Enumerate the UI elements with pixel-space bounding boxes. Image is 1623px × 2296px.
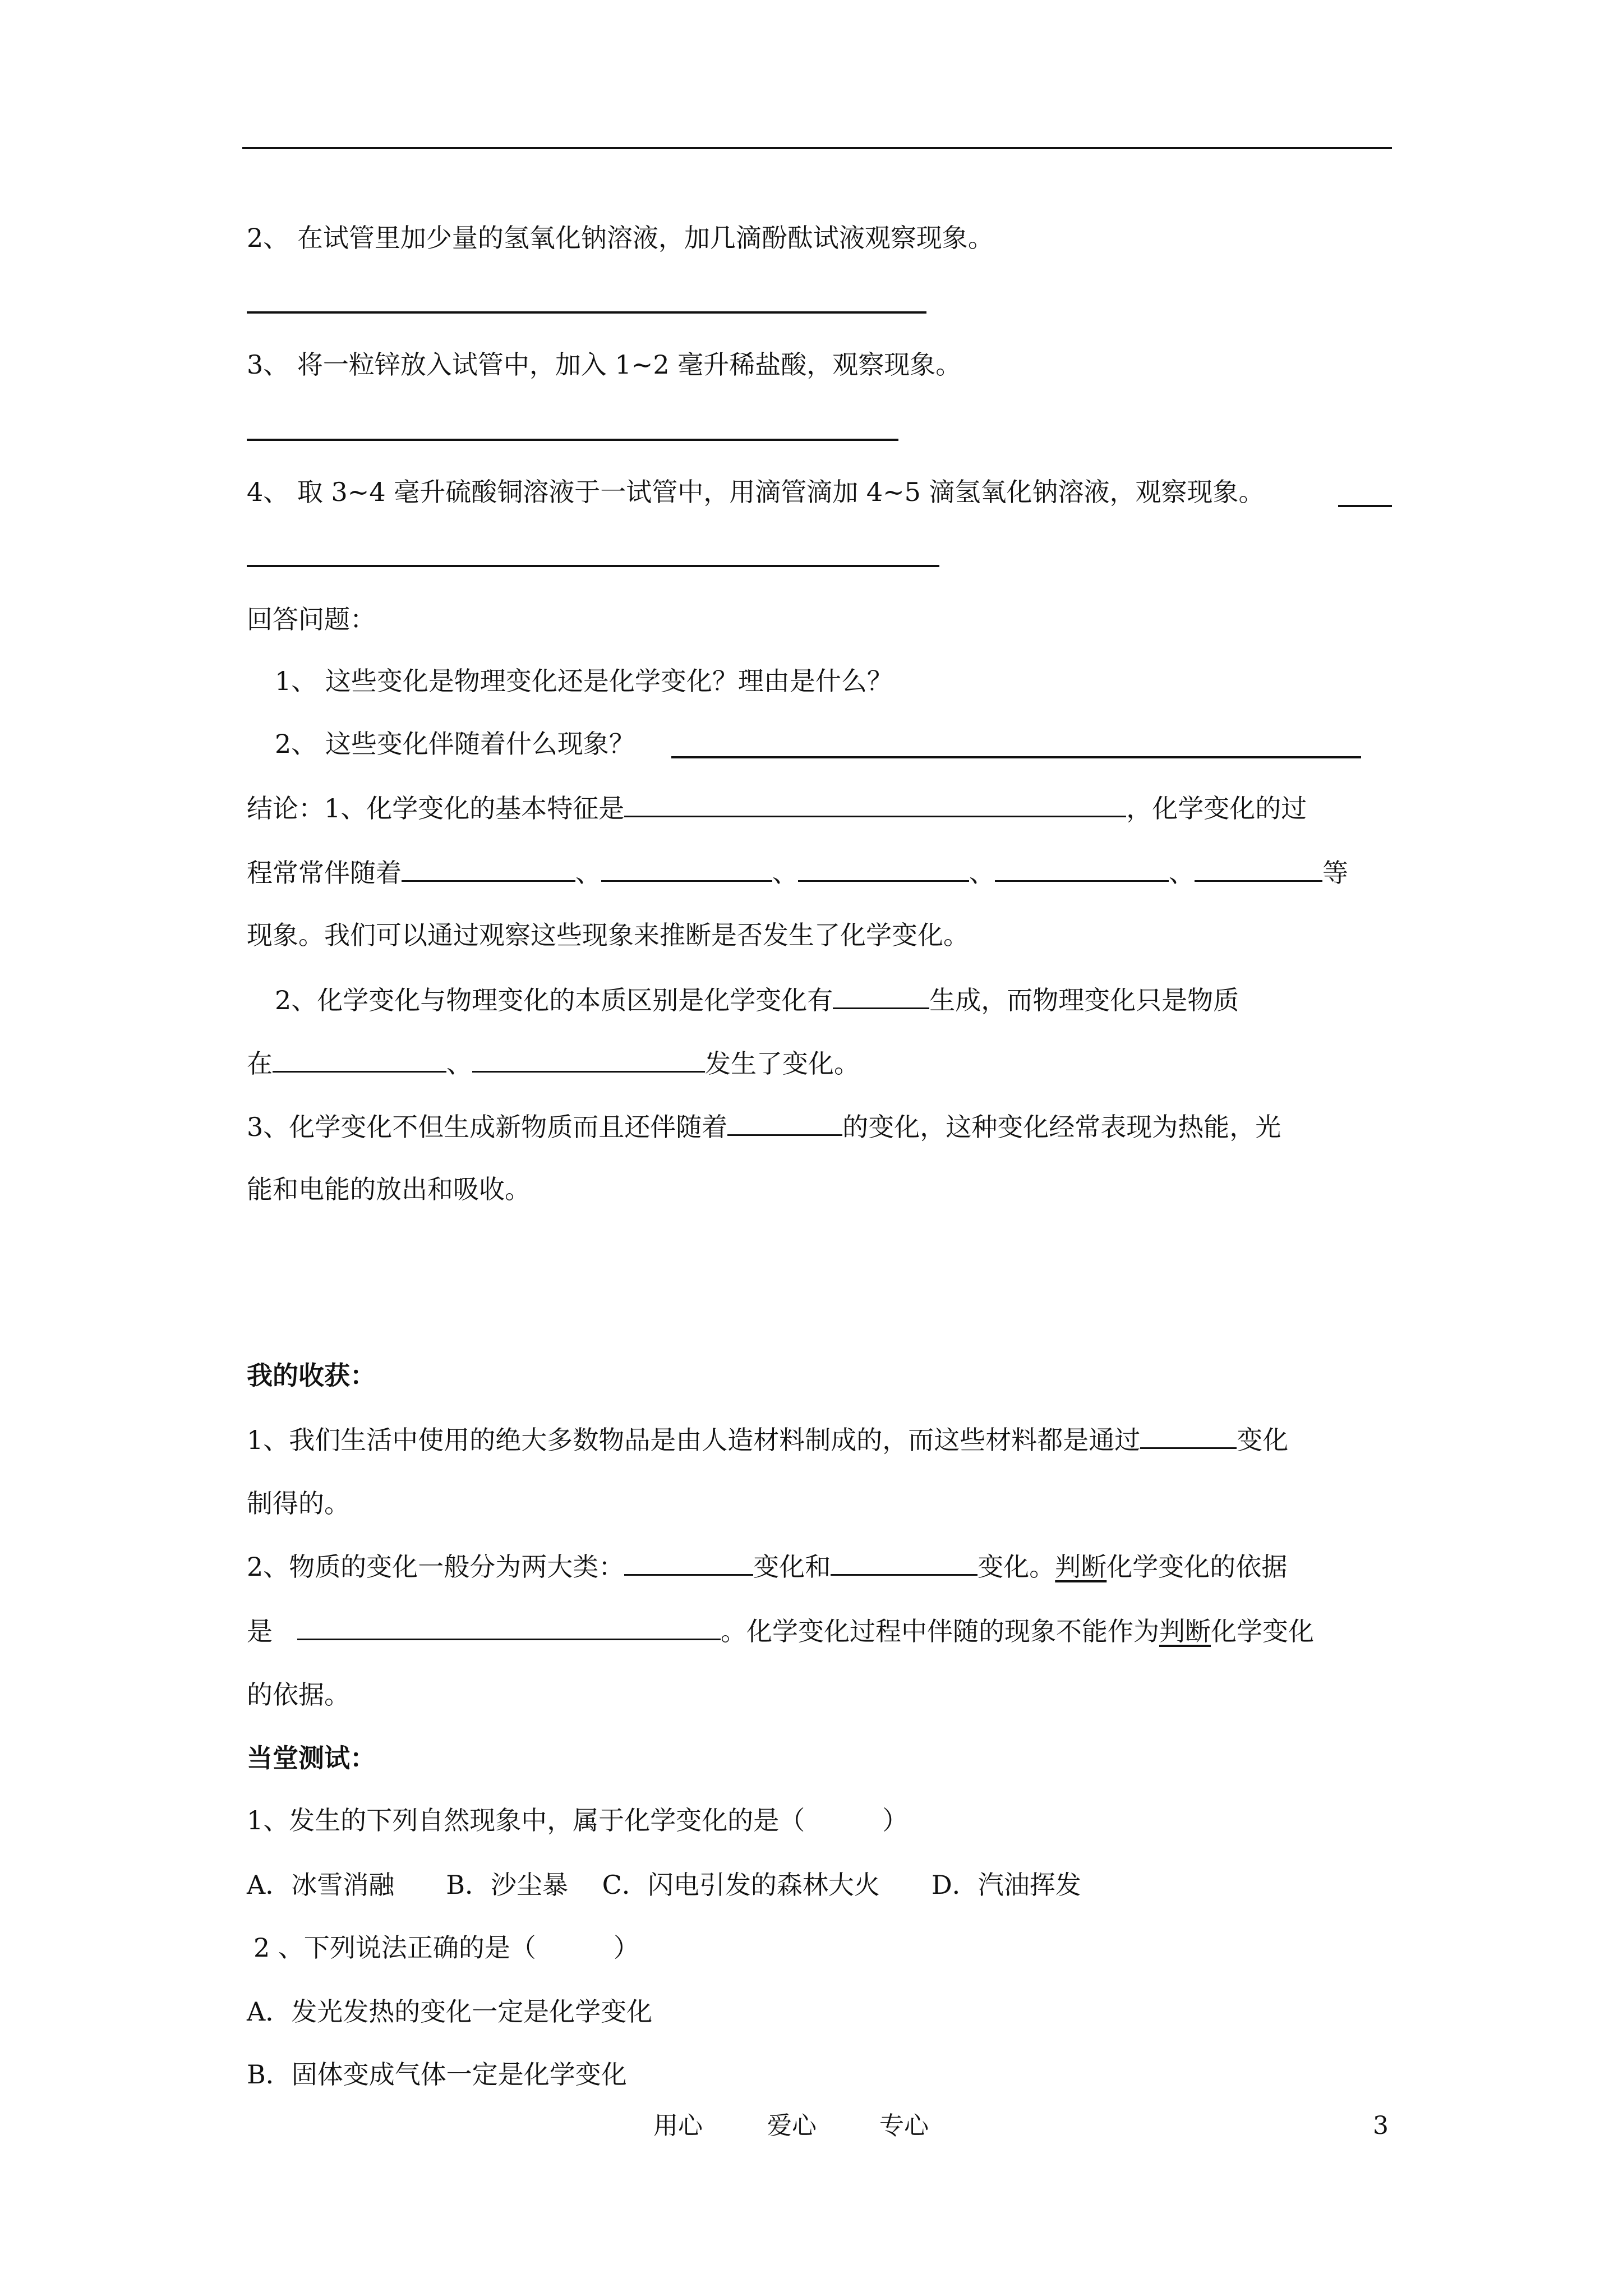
underlined-word: 判断 [1055, 1552, 1107, 1582]
harvest-text: 变化和 [753, 1552, 831, 1582]
blank-change-class-2 [831, 1549, 978, 1576]
conclusion-text: 在 [247, 1048, 273, 1079]
blank-basic-feature [624, 791, 1126, 817]
harvest-text: 化学变化的依据 [1106, 1552, 1288, 1582]
blank-new-substance [833, 983, 929, 1009]
conclusion-text: 3、化学变化不但生成新物质而且还伴随着 [247, 1112, 728, 1142]
harvest-text: 化学变化 [1211, 1616, 1314, 1646]
blank-criterion [297, 1614, 721, 1640]
blank-shape [472, 1046, 705, 1073]
harvest-line-3 [247, 1549, 1287, 1584]
harvest-text: 变化。 [978, 1552, 1055, 1582]
separator: 、 [446, 1048, 472, 1079]
test-question-2: 2 、下列说法正确的是（ ） [253, 1932, 639, 1963]
blank-change-class-1 [624, 1549, 753, 1576]
footer-slogan-1: 用心 [653, 2111, 703, 2140]
underlined-word: 判断 [1159, 1616, 1211, 1646]
blank-phenomenon-4 [995, 855, 1169, 882]
conclusion-line-7: 能和电能的放出和吸收。 [247, 1174, 531, 1204]
header-rule [242, 147, 1392, 149]
experiment-2: 2、 在试管里加少量的氢氧化钠溶液，加几滴酚酞试液观察现象。 [247, 223, 994, 253]
test-heading: 当堂测试： [247, 1743, 376, 1773]
blank-state [273, 1046, 446, 1073]
conclusion-line-6 [247, 1110, 1281, 1144]
separator: 、 [772, 858, 798, 888]
answer-blank-question-2 [671, 756, 1361, 758]
harvest-line-4 [247, 1614, 1314, 1648]
separator: 、 [1169, 858, 1195, 888]
blank-phenomenon-1 [402, 855, 575, 882]
conclusion-text: 2、化学变化与物理变化的本质区别是化学变化有 [275, 985, 833, 1015]
harvest-line-1 [247, 1423, 1288, 1457]
test-question-1-options: A．冰雪消融 B．沙尘暴 C．闪电引发的森林大火 D．汽油挥发 [247, 1870, 1081, 1900]
blank-phenomenon-2 [601, 855, 772, 882]
harvest-line-5: 的依据。 [247, 1680, 350, 1710]
harvest-text: 。化学变化过程中伴随的现象不能作为 [721, 1616, 1159, 1646]
conclusion-line-5 [247, 1046, 860, 1080]
conclusion-line-4 [275, 983, 1239, 1017]
conclusion-line-1 [247, 791, 1307, 825]
page-number: 3 [1373, 2111, 1389, 2140]
conclusion-text: 等 [1322, 858, 1348, 888]
questions-heading: 回答问题： [247, 604, 376, 634]
experiment-3: 3、 将一粒锌放入试管中，加入 1~2 毫升稀盐酸，观察现象。 [247, 349, 962, 380]
test-question-2-option-a: A．发光发热的变化一定是化学变化 [247, 1996, 653, 2027]
blank-change-type [1140, 1423, 1237, 1449]
question-2: 2、 这些变化伴随着什么现象？ [275, 729, 635, 759]
conclusion-text: 结论：1、化学变化的基本特征是 [247, 793, 625, 823]
harvest-heading: 我的收获： [247, 1360, 376, 1391]
harvest-text: 2、物质的变化一般分为两大类： [247, 1552, 625, 1582]
answer-blank-experiment-3 [247, 439, 898, 441]
test-question-2-option-b: B．固体变成气体一定是化学变化 [247, 2059, 627, 2090]
harvest-text: 是 [247, 1616, 273, 1646]
separator: 、 [969, 858, 995, 888]
question-1: 1、 这些变化是物理变化还是化学变化？理由是什么？ [275, 666, 893, 696]
harvest-text: 1、我们生活中使用的绝大多数物品是由人造材料制成的，而这些材料都是通过 [247, 1425, 1141, 1455]
test-question-1: 1、发生的下列自然现象中，属于化学变化的是（ ） [247, 1805, 909, 1835]
conclusion-text: 生成，而物理变化只是物质 [929, 985, 1239, 1015]
footer-slogan-2: 爱心 [767, 2111, 817, 2140]
conclusion-text: ，化学变化的过 [1126, 793, 1307, 823]
conclusion-text: 的变化，这种变化经常表现为热能，光 [842, 1112, 1281, 1142]
answer-blank-experiment-2 [247, 311, 926, 314]
harvest-text: 变化 [1237, 1425, 1289, 1455]
harvest-line-2: 制得的。 [247, 1488, 350, 1519]
answer-blank-experiment-4a [1338, 505, 1392, 507]
conclusion-text: 发生了变化。 [705, 1048, 860, 1079]
answer-blank-experiment-4b [247, 565, 939, 567]
blank-energy [727, 1110, 842, 1136]
conclusion-text: 程常常伴随着 [247, 858, 402, 888]
blank-phenomenon-3 [798, 855, 969, 882]
experiment-4: 4、 取 3~4 毫升硫酸铜溶液于一试管中，用滴管滴加 4~5 滴氢氧化钠溶液，观察现象。 [247, 477, 1265, 507]
separator: 、 [575, 858, 601, 888]
conclusion-line-3: 现象。我们可以通过观察这些现象来推断是否发生了化学变化。 [247, 920, 969, 950]
blank-phenomenon-5 [1195, 855, 1322, 882]
footer-slogan-3: 专心 [879, 2111, 929, 2140]
conclusion-line-2 [247, 855, 1348, 890]
